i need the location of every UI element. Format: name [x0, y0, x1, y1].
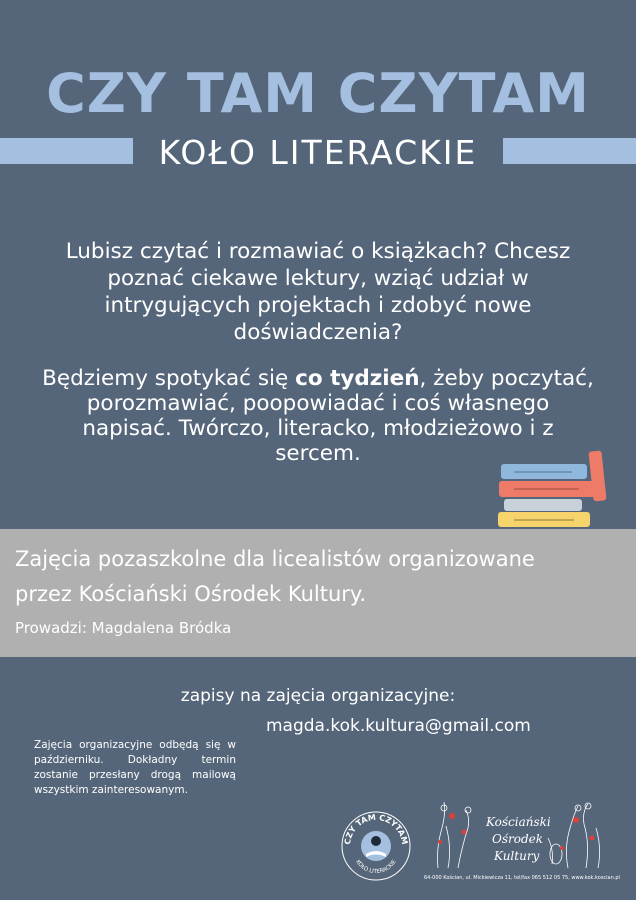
club-logo-bottom-text: KOŁO LITERACKIE: [354, 859, 398, 876]
instructor-line: Prowadzi: Magdalena Bródka: [15, 619, 232, 637]
kok-logo-line-1: Kościański: [486, 815, 551, 829]
kok-logo-line-3: Kultury: [494, 849, 540, 863]
intro-paragraph-2-start: Będziemy spotykać się: [42, 366, 296, 391]
books-illustration: [494, 448, 614, 530]
intro-paragraph-1: Lubisz czytać i rozmawiać o książkach? Chcesz poznać ciekawe lektury, wziąć udział w intrygujących projektach i zdobyć nowe doświadczenia?: [65, 239, 571, 345]
band-line-1: Zajęcia pozaszkolne dla licealistów organizowane: [15, 547, 535, 571]
contact-email: magda.kok.kultura@gmail.com: [266, 716, 531, 736]
footer-address: 64-000 Kościan, ul. Mickiewicza 11, tel/fax 065 512 05 75, www.kok.koscian.pl: [424, 875, 620, 881]
club-logo-top-text: CZY TAM CZYTAM: [342, 812, 410, 846]
band-line-2-end: .: [359, 582, 367, 606]
decorative-bar-right: [503, 138, 636, 164]
kok-logo-line-2: Ośrodek: [492, 832, 544, 846]
svg-text:KOŁO LITERACKIE: [354, 859, 398, 875]
subtitle-row: [0, 133, 636, 173]
intro-paragraph-2-bold: co tydzień: [295, 366, 420, 391]
kok-logo: [428, 798, 612, 874]
organizer-name: Kościański Ośrodek Kultury: [78, 582, 360, 606]
poster-title: CZY TAM CZYTAM: [46, 62, 590, 125]
club-logo: [340, 810, 412, 882]
organizational-note: Zajęcia organizacyjne odbędą się w październiku. Dokładny termin zostanie przesłany drogą mailową wszystkim zainteresowanym.: [34, 739, 236, 796]
band-line-2: [15, 580, 625, 608]
signup-label: zapisy na zajęcia organizacyjne:: [180, 686, 456, 706]
decorative-bar-left: [0, 138, 133, 164]
band-line-2-start: przez: [15, 582, 79, 606]
poster-subtitle: KOŁO LITERACKIE: [158, 133, 478, 172]
intro-paragraph-2-end: , żeby poczytać, porozmawiać, poopowiadać i coś własnego napisać. Twórczo, literacko, młodzieżowo i z sercem.: [82, 366, 594, 466]
